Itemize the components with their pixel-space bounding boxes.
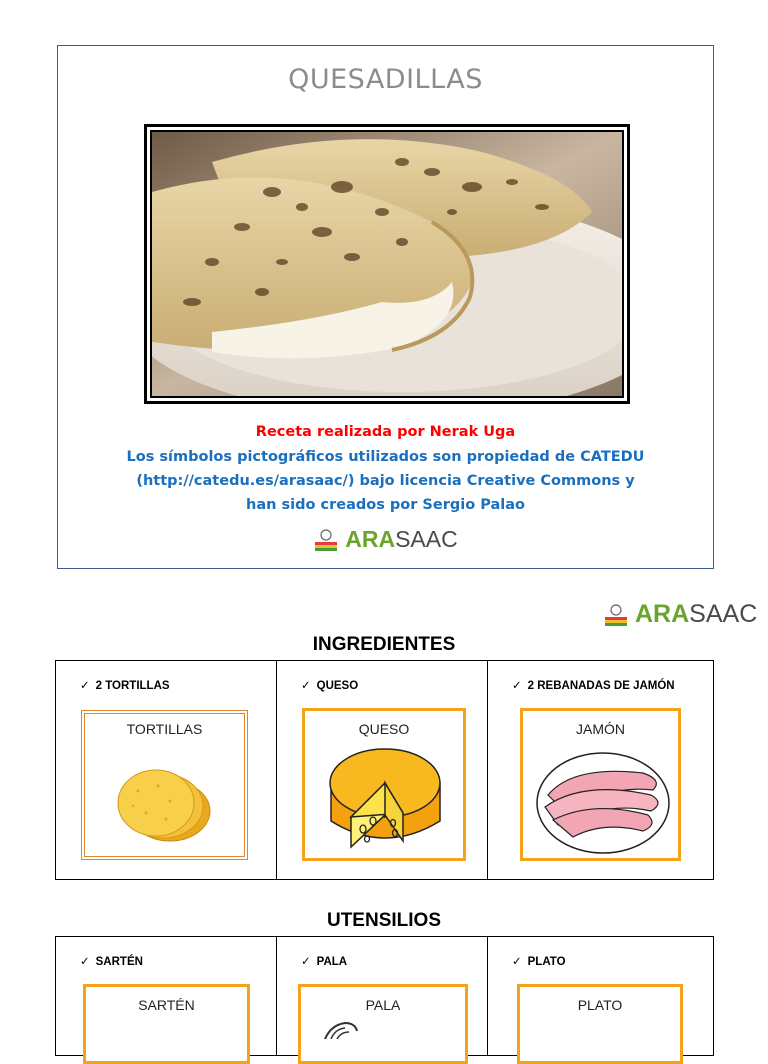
checkmark-icon: ✓ [80,680,90,692]
checkmark-icon: ✓ [301,956,311,968]
pictogram-caption: SARTÉN [138,997,195,1013]
spatula-pictogram [298,984,468,1064]
license-line-2: (http://catedu.es/arasaac/) bajo licencia Creative Commons y [136,473,635,489]
ingredients-grid [55,660,714,880]
utensil-label: ✓ SARTÉN [80,956,143,968]
logo-saac-text: SAAC [689,600,758,628]
recipe-cover [57,45,714,569]
plate-pictogram [517,984,683,1064]
pictogram-caption: PLATO [577,997,623,1013]
license-line-3: han sido creados por Sergio Palao [246,497,525,513]
ingredient-label: ✓ QUESO [301,680,359,692]
utensil-cell-spatula [277,937,488,1055]
ingredient-label: ✓ 2 REBANADAS DE JAMÓN [512,680,675,692]
tortillas-pictogram [81,710,248,860]
frying-pan-pictogram [83,984,250,1064]
arasaac-mascot-icon [603,602,629,628]
utensil-cell-plate [488,937,713,1055]
ingredient-cell-cheese [277,661,488,879]
ingredient-label: ✓ 2 TORTILLAS [80,680,170,692]
pictogram-caption: JAMÓN [576,721,625,737]
logo-ara-text: ARA [635,600,690,628]
checkmark-icon: ✓ [301,680,311,692]
tortillas-icon [108,761,218,846]
logo-ara-text: ARA [345,526,396,552]
recipe-author-credit: Receta realizada por Nerak Uga [255,424,516,440]
ingredients-title: INGREDIENTES [312,634,456,655]
utensil-label: ✓ PALA [301,956,348,968]
checkmark-icon: ✓ [512,956,522,968]
cheese-icon [323,743,448,853]
ham-pictogram [520,708,681,861]
cheese-pictogram [302,708,466,861]
quesadilla-photo [150,130,624,398]
quesadilla-photo-frame [144,124,630,404]
ingredient-cell-ham [488,661,713,879]
pictogram-caption: QUESO [358,721,410,737]
ingredient-cell-tortillas [56,661,277,879]
logo-saac-text: SAAC [395,526,458,552]
checkmark-icon: ✓ [512,680,522,692]
license-line-1: Los símbolos pictográficos utilizados son propiedad de CATEDU [126,449,645,465]
pictogram-caption: TORTILLAS [126,721,203,737]
ham-icon [533,745,671,857]
utensil-cell-frying-pan [56,937,277,1055]
arasaac-logo [58,526,713,553]
pictogram-caption: PALA [365,997,401,1013]
utensils-title: UTENSILIOS [326,910,441,931]
spatula-icon [321,1019,361,1039]
arasaac-mascot-icon [313,528,339,552]
arasaac-header-logo [603,600,757,629]
recipe-title: QUESADILLAS [288,64,483,95]
utensil-label: ✓ PLATO [512,956,566,968]
utensils-grid [55,936,714,1056]
checkmark-icon: ✓ [80,956,90,968]
